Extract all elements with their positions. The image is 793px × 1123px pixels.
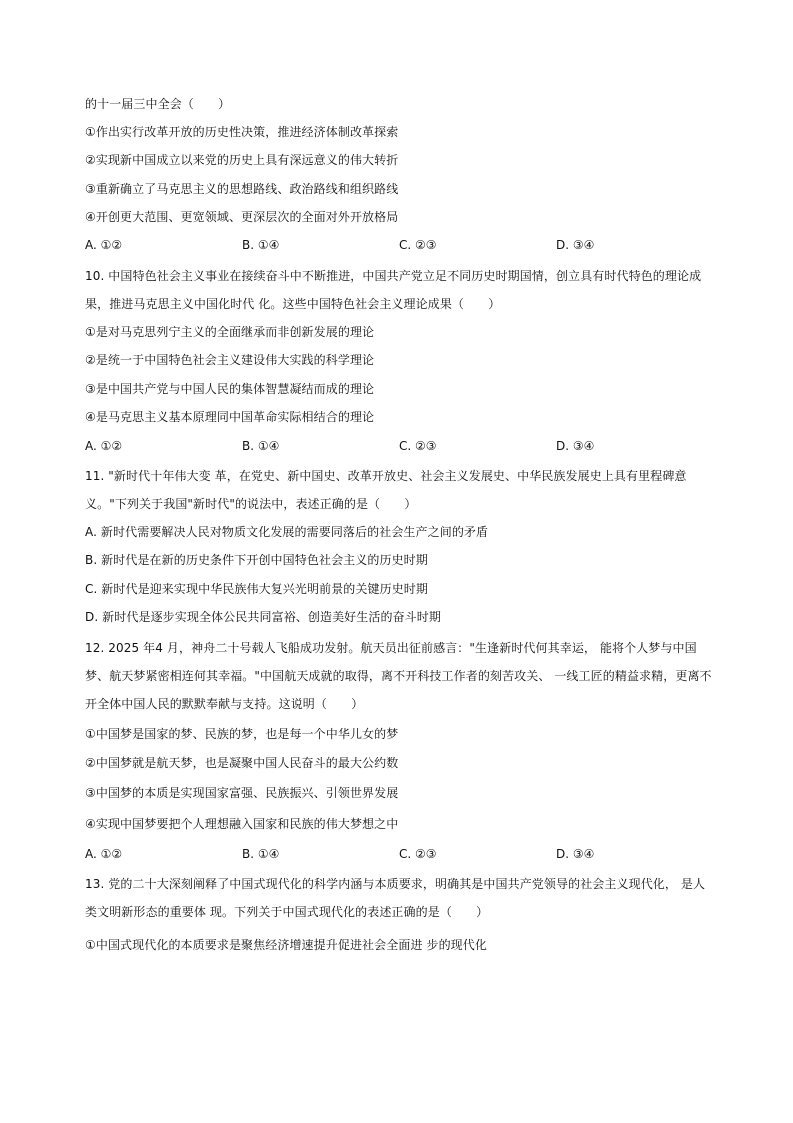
q10-item-2: ②是统一于中国特色社会主义建设伟大实践的科学理论 xyxy=(85,353,375,367)
q12-choices xyxy=(85,845,715,863)
q10-item-4: ④是马克思主义基本原理同中国革命实际相结合的理论 xyxy=(85,410,375,424)
q10-choice-a[interactable]: A. ①② xyxy=(85,439,123,453)
q9-choice-a[interactable]: A. ①② xyxy=(85,238,123,252)
q10-choice-c[interactable]: C. ②③ xyxy=(399,439,437,453)
q12-choice-d[interactable]: D. ③④ xyxy=(556,847,595,861)
q11-stem: 11. "新时代十年伟大变 革，在党史、新中国史、改革开放史、社会主义发展史、中华民族发展史上具有里程碑意义。"下列关于我国"新时代"的说法中，表述正确的是（ ） xyxy=(85,469,687,511)
q10-item-1: ①是对马克思列宁主义的全面继承而非创新发展的理论 xyxy=(85,325,375,339)
q12-item-4: ④实现中国梦要把个人理想融入国家和民族的伟大梦想之中 xyxy=(85,817,399,831)
q12-choice-c[interactable]: C. ②③ xyxy=(399,847,437,861)
q12-item-3: ③中国梦的本质是实现国家富强、民族振兴、引领世界发展 xyxy=(85,786,399,800)
q9-item-2: ②实现新中国成立以来党的历史上具有深远意义的伟大转折 xyxy=(85,153,399,167)
q12-stem: 12. 2025 年4 月，神舟二十号载人飞船成功发射。航天员出征前感言："生逢新时代何其幸运， 能将个人梦与中国梦、航天梦紧密相连何其幸福。"中国航天成就的取得，离不开科技工作者的刻苦攻关、 一线工匠的精益求精，更离不开全体中国人民的默默奉献与支持。这说明（ ） xyxy=(85,641,712,711)
q12-item-1: ①中国梦是国家的梦、民族的梦，也是每一个中华儿女的梦 xyxy=(85,727,399,741)
q12-choice-b[interactable]: B. ①④ xyxy=(242,847,280,861)
q9-choice-d[interactable]: D. ③④ xyxy=(556,238,595,252)
q10-choice-d[interactable]: D. ③④ xyxy=(556,439,595,453)
q12-item-2: ②中国梦就是航天梦，也是凝聚中国人民奋斗的最大公约数 xyxy=(85,756,399,770)
q9-choice-b[interactable]: B. ①④ xyxy=(242,238,280,252)
q11-option-d[interactable]: D. 新时代是逐步实现全体公民共同富裕、创造美好生活的奋斗时期 xyxy=(85,610,441,624)
q11-option-a[interactable]: A. 新时代需要解决人民对物质文化发展的需要同落后的社会生产之间的矛盾 xyxy=(85,525,489,539)
q10-item-3: ③是中国共产党与中国人民的集体智慧凝结而成的理论 xyxy=(85,382,375,396)
q9-choice-c[interactable]: C. ②③ xyxy=(399,238,437,252)
q11-option-b[interactable]: B. 新时代是在新的历史条件下开创中国特色社会主义的历史时期 xyxy=(85,553,428,567)
q12-choice-a[interactable]: A. ①② xyxy=(85,847,123,861)
q10-stem: 10. 中国特色社会主义事业在接续奋斗中不断推进，中国共产党立足不同历史时期国情，创立具有时代特色的理论成果，推进马克思主义中国化时代 化。这些中国特色社会主义理论成果（ ） xyxy=(85,269,702,311)
q13-item-1: ①中国式现代化的本质要求是聚焦经济增速提升促进社会全面进 步的现代化 xyxy=(85,938,487,952)
q10-choices xyxy=(85,437,715,455)
q9-choices xyxy=(85,236,715,254)
q9-item-3: ③重新确立了马克思主义的思想路线、政治路线和组织路线 xyxy=(85,182,399,196)
q13-stem: 13. 党的二十大深刻阐释了中国式现代化的科学内涵与本质要求，明确其是中国共产党领导的社会主义现代化， 是人类文明新形态的重要体 现。下列关于中国式现代化的表述正确的是（ ） xyxy=(85,877,706,919)
q9-item-4: ④开创更大范围、更宽领域、更深层次的全面对外开放格局 xyxy=(85,210,399,224)
q11-option-c[interactable]: C. 新时代是迎来实现中华民族伟大复兴光明前景的关键历史时期 xyxy=(85,582,429,596)
q9-stem-tail: 的十一届三中全会（ ） xyxy=(85,97,231,111)
q9-item-1: ①作出实行改革开放的历史性决策，推进经济体制改革探索 xyxy=(85,125,399,139)
q10-choice-b[interactable]: B. ①④ xyxy=(242,439,280,453)
